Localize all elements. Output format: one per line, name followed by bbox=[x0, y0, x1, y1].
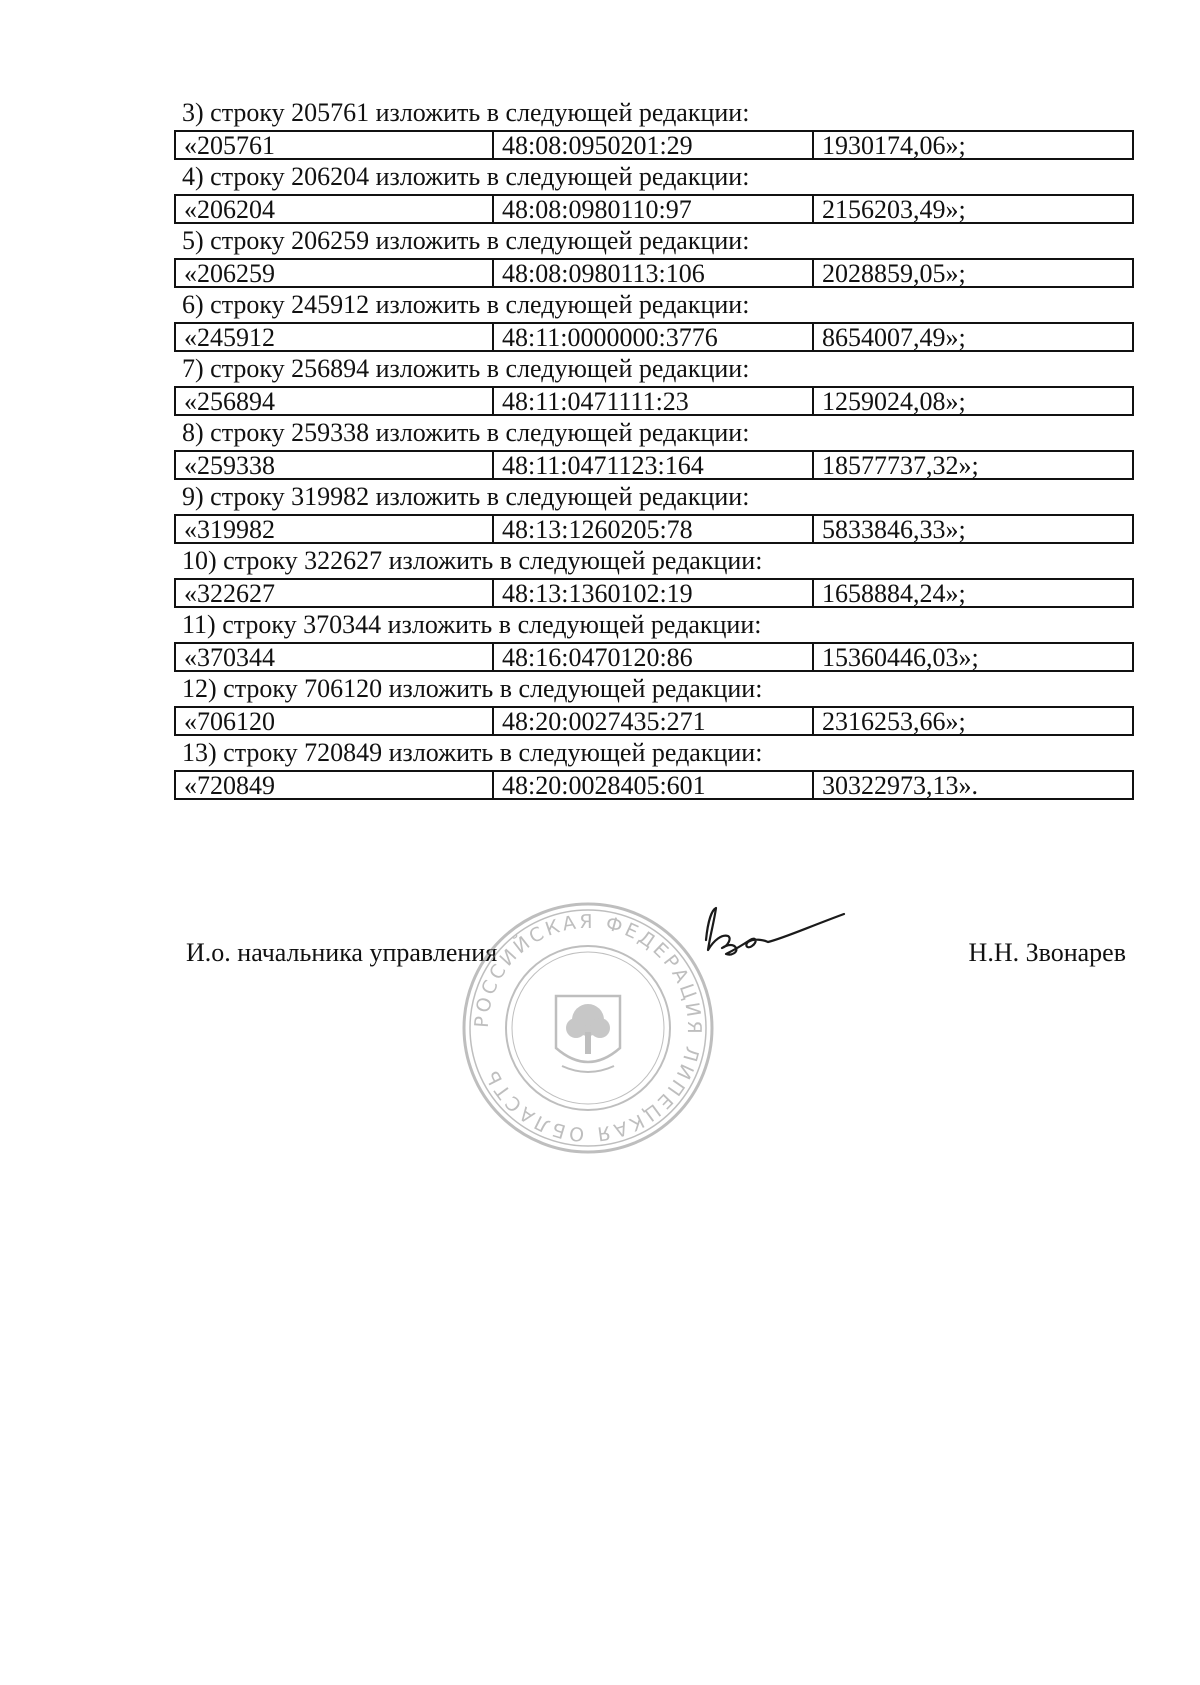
cell-cadastral-value: 8654007,49»; bbox=[822, 324, 966, 350]
cell-row-number: «245912 bbox=[176, 324, 494, 350]
table-row bbox=[174, 642, 1134, 672]
table-row bbox=[174, 130, 1134, 160]
amendment-item bbox=[174, 160, 1134, 224]
cell-cadastral-value: 2156203,49»; bbox=[822, 196, 966, 222]
cell-row-number: «720849 bbox=[176, 772, 494, 798]
cell-cadastral-value: 5833846,33»; bbox=[822, 516, 966, 542]
cell-cadastral-value: 15360446,03»; bbox=[822, 644, 979, 670]
amendment-heading: 7) строку 256894 изложить в следующей редакции: bbox=[182, 354, 750, 383]
cell-row-number: «206259 bbox=[176, 260, 494, 286]
cell-cadastral-value: 1259024,08»; bbox=[822, 388, 966, 414]
table-row bbox=[174, 514, 1134, 544]
cell-row-number: «370344 bbox=[176, 644, 494, 670]
cell-cadastral-number: 48:20:0027435:271 bbox=[494, 708, 814, 734]
cell-cadastral-value: 18577737,32»; bbox=[822, 452, 979, 478]
cell-cadastral-number: 48:11:0000000:3776 bbox=[494, 324, 814, 350]
signatory-name: Н.Н. Звонарев bbox=[968, 938, 1126, 967]
cell-cadastral-number: 48:13:1360102:19 bbox=[494, 580, 814, 606]
table-row bbox=[174, 450, 1134, 480]
cell-cadastral-value: 2028859,05»; bbox=[822, 260, 966, 286]
cell-cadastral-number: 48:16:0470120:86 bbox=[494, 644, 814, 670]
amendment-item bbox=[174, 608, 1134, 672]
amendment-item bbox=[174, 288, 1134, 352]
amendment-item bbox=[174, 672, 1134, 736]
cell-cadastral-number: 48:11:0471123:164 bbox=[494, 452, 814, 478]
cell-cadastral-value: 1658884,24»; bbox=[822, 580, 966, 606]
stamp-emblem bbox=[556, 996, 620, 1072]
table-row bbox=[174, 258, 1134, 288]
amendment-heading: 9) строку 319982 изложить в следующей редакции: bbox=[182, 482, 750, 511]
cell-cadastral-number: 48:13:1260205:78 bbox=[494, 516, 814, 542]
amendment-heading: 8) строку 259338 изложить в следующей редакции: bbox=[182, 418, 750, 447]
handwritten-signature bbox=[698, 900, 848, 970]
table-row bbox=[174, 706, 1134, 736]
cell-cadastral-number: 48:11:0471111:23 bbox=[494, 388, 814, 414]
cell-row-number: «205761 bbox=[176, 132, 494, 158]
official-seal-stamp bbox=[458, 898, 718, 1158]
table-row bbox=[174, 770, 1134, 800]
amendment-heading: 12) строку 706120 изложить в следующей редакции: bbox=[182, 674, 763, 703]
cell-row-number: «319982 bbox=[176, 516, 494, 542]
cell-row-number: «706120 bbox=[176, 708, 494, 734]
cell-cadastral-number: 48:08:0980113:106 bbox=[494, 260, 814, 286]
cell-cadastral-number: 48:08:0980110:97 bbox=[494, 196, 814, 222]
cell-cadastral-value: 1930174,06»; bbox=[822, 132, 966, 158]
table-row bbox=[174, 578, 1134, 608]
signatory-position: И.о. начальника управления bbox=[186, 938, 498, 967]
amendment-heading: 13) строку 720849 изложить в следующей редакции: bbox=[182, 738, 763, 767]
amendment-heading: 10) строку 322627 изложить в следующей редакции: bbox=[182, 546, 763, 575]
cell-cadastral-value: 2316253,66»; bbox=[822, 708, 966, 734]
cell-row-number: «322627 bbox=[176, 580, 494, 606]
amendment-item bbox=[174, 96, 1134, 160]
cell-cadastral-number: 48:08:0950201:29 bbox=[494, 132, 814, 158]
table-row bbox=[174, 322, 1134, 352]
document-body bbox=[174, 96, 1134, 800]
amendment-heading: 3) строку 205761 изложить в следующей редакции: bbox=[182, 98, 750, 127]
amendment-heading: 11) строку 370344 изложить в следующей редакции: bbox=[182, 610, 762, 639]
table-row bbox=[174, 386, 1134, 416]
amendment-heading: 4) строку 206204 изложить в следующей редакции: bbox=[182, 162, 750, 191]
amendment-item bbox=[174, 352, 1134, 416]
cell-cadastral-number: 48:20:0028405:601 bbox=[494, 772, 814, 798]
table-row bbox=[174, 194, 1134, 224]
cell-row-number: «256894 bbox=[176, 388, 494, 414]
amendment-heading: 5) строку 206259 изложить в следующей редакции: bbox=[182, 226, 750, 255]
cell-row-number: «259338 bbox=[176, 452, 494, 478]
stamp-ring-text: РОССИЙСКАЯ ФЕДЕРАЦИЯ ЛИПЕЦКАЯ ОБЛАСТЬ bbox=[470, 910, 706, 1146]
amendment-item bbox=[174, 416, 1134, 480]
cell-row-number: «206204 bbox=[176, 196, 494, 222]
cell-cadastral-value: 30322973,13». bbox=[822, 772, 978, 798]
amendment-item bbox=[174, 480, 1134, 544]
amendment-item bbox=[174, 224, 1134, 288]
amendment-item bbox=[174, 736, 1134, 800]
amendment-heading: 6) строку 245912 изложить в следующей редакции: bbox=[182, 290, 750, 319]
amendment-item bbox=[174, 544, 1134, 608]
